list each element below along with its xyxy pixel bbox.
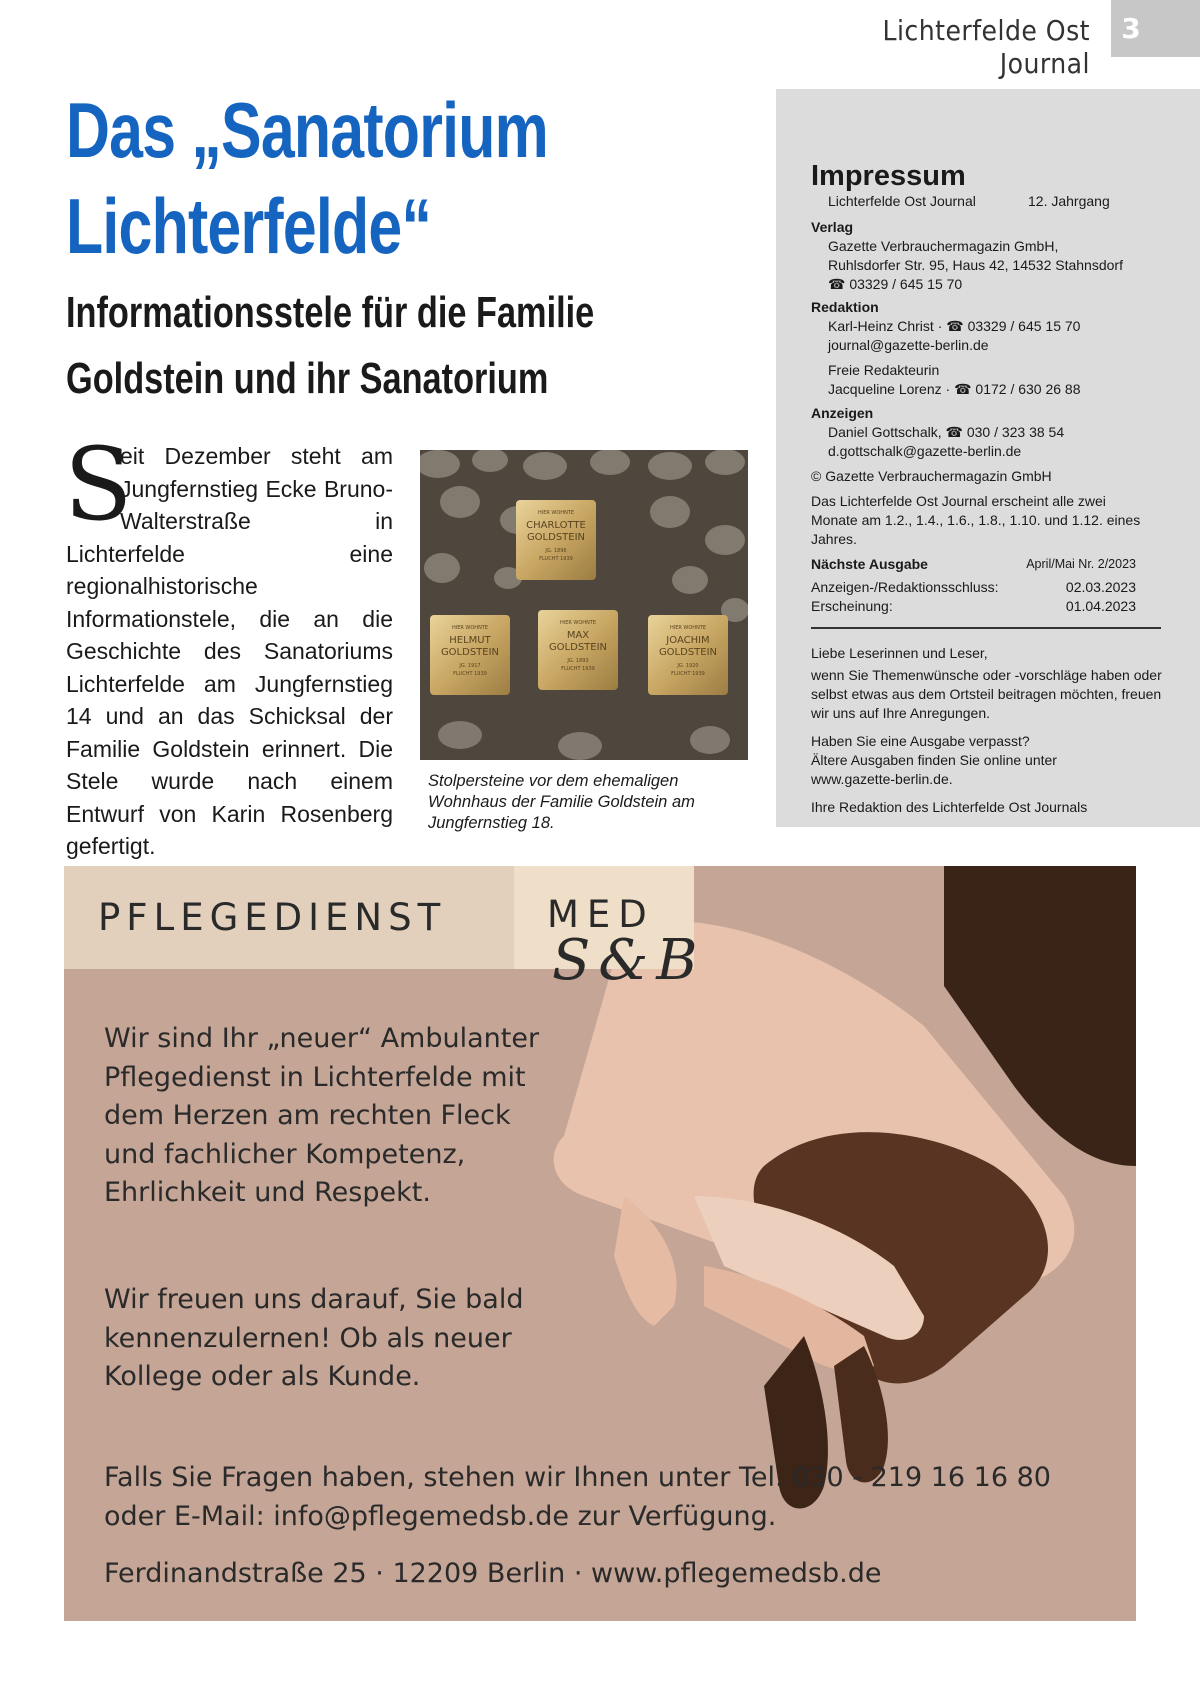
ad-intro-text: Wir sind Ihr „neuer“ Ambulanter Pflegedienst in Lichterfelde mit dem Herzen am rechten Fleck und fachlicher Kompetenz, Ehrlichkeit und Respekt. <box>104 1023 540 1208</box>
stone-line: JOACHIM <box>666 635 710 646</box>
impressum-verlag-name: Gazette Verbrauchermagazin GmbH, <box>828 238 1059 254</box>
impressum-verlag-address: Ruhlsdorfer Str. 95, Haus 42, 14532 Stahnsdorf <box>828 257 1123 273</box>
impressum-anzeigen-name: Daniel Gottschalk, ☎ 030 / 323 38 54 <box>828 424 1065 440</box>
impressum-verlag-phone: ☎ 03329 / 645 15 70 <box>828 276 963 292</box>
photo-caption: Stolpersteine vor dem ehemaligen Wohnhaus der Familie Goldstein am Jungfernstieg 18. <box>428 772 695 832</box>
stone-line: GOLDSTEIN <box>658 647 718 658</box>
stone-line: HIER WOHNTE <box>451 625 489 631</box>
impressum-freie-label: Freie Redakteurin <box>828 362 940 378</box>
drop-cap: S <box>64 426 133 543</box>
article-body <box>66 440 393 863</box>
stone-line: CHARLOTTE <box>526 520 586 531</box>
impressum-journal: Lichterfelde Ost Journal <box>828 193 976 209</box>
stone-line: JG. 1896 <box>545 548 567 554</box>
impressum-erscheinung-label: Erscheinung: <box>811 598 893 614</box>
impressum-title: Impressum <box>811 160 966 192</box>
page-number: 3 <box>1121 12 1141 45</box>
stone-line: FLUCHT 1939 <box>539 556 573 562</box>
impressum-erscheint: Das Lichterfelde Ost Journal erscheint alle zwei Monate am 1.2., 1.4., 1.6., 1.8., 1.10. und 1.12. eines Jahres. <box>811 493 1141 547</box>
subheadline-line-2: Goldstein und ihr Sanatorium <box>66 354 549 403</box>
impressum-divider <box>811 627 1161 629</box>
impressum-schluss-value: 02.03.2023 <box>1065 579 1136 595</box>
impressum-naechste-label: Nächste Ausgabe <box>811 556 928 572</box>
impressum-verlag-label: Verlag <box>811 219 854 235</box>
article-headline <box>66 82 565 274</box>
stone-line: GOLDSTEIN <box>526 532 586 543</box>
ad-invite-text: Wir freuen uns darauf, Sie bald kennenzulernen! Ob als neuer Kollege oder als Kunde. <box>104 1284 524 1392</box>
stone-line: JG. 1893 <box>567 658 589 664</box>
impressum-jahrgang: 12. Jahrgang <box>1028 193 1110 209</box>
ad-address-text: Ferdinandstraße 25 · 12209 Berlin · www.pflegemedsb.de <box>104 1558 882 1589</box>
stone-line: HELMUT <box>449 635 491 646</box>
impressum-naechste-value: April/Mai Nr. 2/2023 <box>1026 557 1136 571</box>
impressum-aeltere: Ältere Ausgaben finden Sie online unter www.gazette-berlin.de. <box>811 752 1057 787</box>
stone-line: FLUCHT 1939 <box>671 671 705 677</box>
impressum-anzeigen-label: Anzeigen <box>811 405 874 421</box>
stone-line: HIER WOHNTE <box>559 620 597 626</box>
impressum-verpasst: Haben Sie eine Ausgabe verpasst? <box>811 733 1030 749</box>
stone-line: HIER WOHNTE <box>537 510 575 516</box>
stone-line: JG. 1920 <box>677 663 699 669</box>
impressum-anzeigen-email: d.gottschalk@gazette-berlin.de <box>828 443 1022 459</box>
stone-line: HIER WOHNTE <box>669 625 707 631</box>
journal-name: Lichterfelde Ost Journal <box>882 14 1090 80</box>
ad-logo-sb: S&B <box>552 928 706 993</box>
impressum-letter-greeting: Liebe Leserinnen und Leser, <box>811 645 988 661</box>
impressum-redaktion-label: Redaktion <box>811 299 879 315</box>
stone-line: FLUCHT 1939 <box>561 666 595 672</box>
headline-line-2: Lichterfelde“ <box>66 182 432 270</box>
impressum-signoff: Ihre Redaktion des Lichterfelde Ost Journals <box>811 799 1088 815</box>
stolpersteine-photo <box>420 450 748 760</box>
stone-line: GOLDSTEIN <box>440 647 500 658</box>
ad-contact-text: Falls Sie Fragen haben, stehen wir Ihnen unter Tel. 030 - 219 16 16 80 oder E-Mail: info@pflegemedsb.de zur Verfügung. <box>104 1462 1051 1532</box>
impressum-freie-name: Jacqueline Lorenz · ☎ 0172 / 630 26 88 <box>828 381 1081 397</box>
article-body-text: eit Dezember steht am Jungfernstieg Ecke Bruno-Walterstraße in Lichterfelde eine regionalhistorische Informationstele, die an die Geschichte des Sanatoriums Lichterfelde am Jungfernstieg 14 und an das Schicksal der Familie Goldstein erinnert. Die Stele wurde nach einem Entwurf von Karin Rosenberg gefertigt. <box>66 443 393 859</box>
stone-line: JG. 1917 <box>459 663 481 669</box>
ad-brand-pflegedienst: PFLEGEDIENST <box>98 896 447 939</box>
stone-line: FLUCHT 1939 <box>453 671 487 677</box>
stone-line: MAX <box>566 630 590 641</box>
impressum-schluss-label: Anzeigen-/Redaktionsschluss: <box>811 579 999 595</box>
impressum-redaktion-name: Karl-Heinz Christ · ☎ 03329 / 645 15 70 <box>828 318 1081 334</box>
subheadline-line-1: Informationsstele für die Familie <box>66 288 595 337</box>
stone-line: GOLDSTEIN <box>548 642 608 653</box>
impressum-letter-body: wenn Sie Themenwünsche oder -vorschläge haben oder selbst etwas aus dem Ortsteil beitragen möchten, freuen wir uns auf Ihre Anregungen. <box>811 667 1162 721</box>
article-subheadline <box>66 280 659 412</box>
impressum-erscheinung-value: 01.04.2023 <box>1065 598 1136 614</box>
headline-line-1: Das „Sanatorium <box>66 86 548 174</box>
impressum-copyright: © Gazette Verbrauchermagazin GmbH <box>811 468 1052 484</box>
impressum-redaktion-email: journal@gazette-berlin.de <box>828 337 989 353</box>
ad-brand-med: MED <box>547 893 655 936</box>
